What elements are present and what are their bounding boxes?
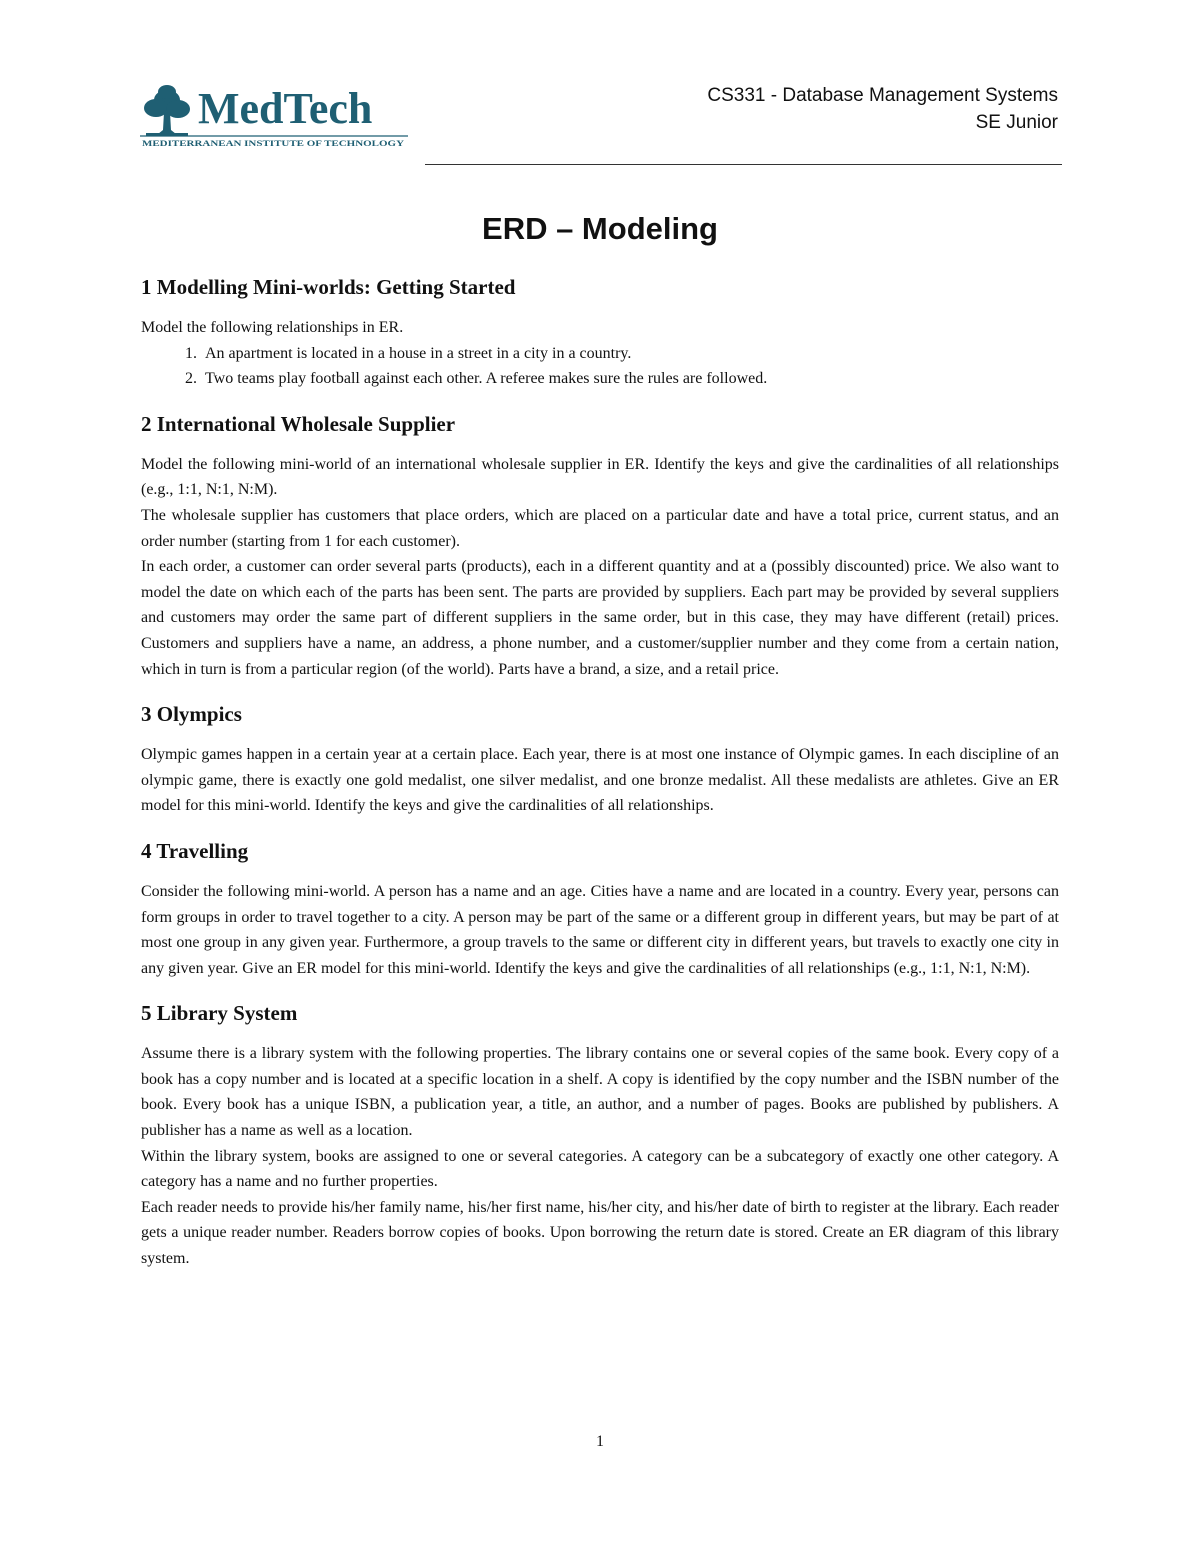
course-level: SE Junior [975,112,1058,133]
header-divider [425,164,1062,165]
paragraph: Olympic games happen in a certain year at a certain place. Each year, there is at most one instance of Olympic games. In each discipline of an olympic game, there is exactly one gold medalist, one silver medalist, and one bronze medalist. All these medalists are athletes. Give an ER model for this mini-world. Identify the keys and give the cardinalities of all relationships. [141,746,1059,815]
paragraph: Model the following mini-world of an international wholesale supplier in ER. Identify the keys and give the cardinalities of all relationships (e.g., 1:1, N:1, N:M). [141,455,1059,499]
section-intro: Model the following relationships in ER. [141,319,404,336]
paragraph: The wholesale supplier has customers that place orders, which are placed on a particular date and have a total price, current status, and an order number (starting from 1 for each customer). [141,506,1059,550]
paragraph: Each reader needs to provide his/her family name, his/her first name, his/her city, and his/her date of birth to register at the library. Each reader gets a unique reader number. Readers borrow copies of books. Upon borrowing the return date is stored. Create an ER diagram of this library system. [141,1198,1059,1268]
document-title: ERD – Modeling [482,211,718,246]
section-heading: 1 Modelling Mini-worlds: Getting Started [141,275,516,299]
course-title: CS331 - Database Management Systems [707,85,1058,106]
section-heading: 2 International Wholesale Supplier [141,411,456,436]
section-2 [141,409,1059,682]
section-4 [141,836,1059,981]
numbered-list [141,341,1059,392]
page-number: 1 [596,1433,604,1450]
svg-text:MEDITERRANEAN INSTITUTE OF TEC: MEDITERRANEAN INSTITUTE OF TECHNOLOGY [142,138,406,148]
section-heading: 5 Library System [141,1001,298,1026]
paragraph: Assume there is a library system with the following properties. The library contains one or several copies of the same book. Every copy of a book has a copy number and is located at a specific location in a shelf. A copy is identified by the copy number and the ISBN number of the book. Every book has a unique ISBN, a publication year, a title, an author, and a number of pages. Books are published by publishers. A publisher has a name as well as a location. [141,1045,1059,1140]
list-item: 1. An apartment is located in a house in a street in a city in a country. [201,341,1059,367]
section-1 [141,272,1059,392]
section-3 [141,699,1059,819]
tree-icon [144,85,190,136]
document-body [141,272,1059,1289]
course-info [707,82,1058,136]
svg-text:MedTech: MedTech [198,84,373,133]
list-item: 2. Two teams play football against each other. A referee makes sure the rules are followed. [201,366,1059,392]
paragraph: Within the library system, books are assigned to one or several categories. A category can be a subcategory of exactly one other category. A category has a name and no further properties. [141,1147,1059,1191]
section-heading: 4 Travelling [141,838,249,863]
section-5 [141,998,1059,1271]
medtech-logo [140,78,415,152]
section-heading: 3 Olympics [141,702,242,727]
paragraph: Consider the following mini-world. A person has a name and an age. Cities have a name and are located in a country. Every year, persons can form groups in order to travel together to a city. A person may be part of the same or a different group in different years, but may be part of at most one group in any given year. Furthermore, a group travels to the same or different city in different years, but travels to exactly one city in any given year. Give an ER model for this mini-world. Identify the keys and give the cardinalities of all relationships (e.g., 1:1, N:1, N:M). [141,882,1059,977]
paragraph: In each order, a customer can order several parts (products), each in a different quantity and at a (possibly discounted) price. We also want to model the date on which each of the parts has been sent. The parts are provided by suppliers. Each part may be provided by several suppliers and customers may order the same part of different suppliers in the same order, but in this case, they may have different (retail) prices. Customers and suppliers have a name, an address, a phone number, and a customer/supplier number and they come from a certain nation, which in turn is from a particular region (of the world). Parts have a brand, a size, and a retail price. [141,558,1059,678]
